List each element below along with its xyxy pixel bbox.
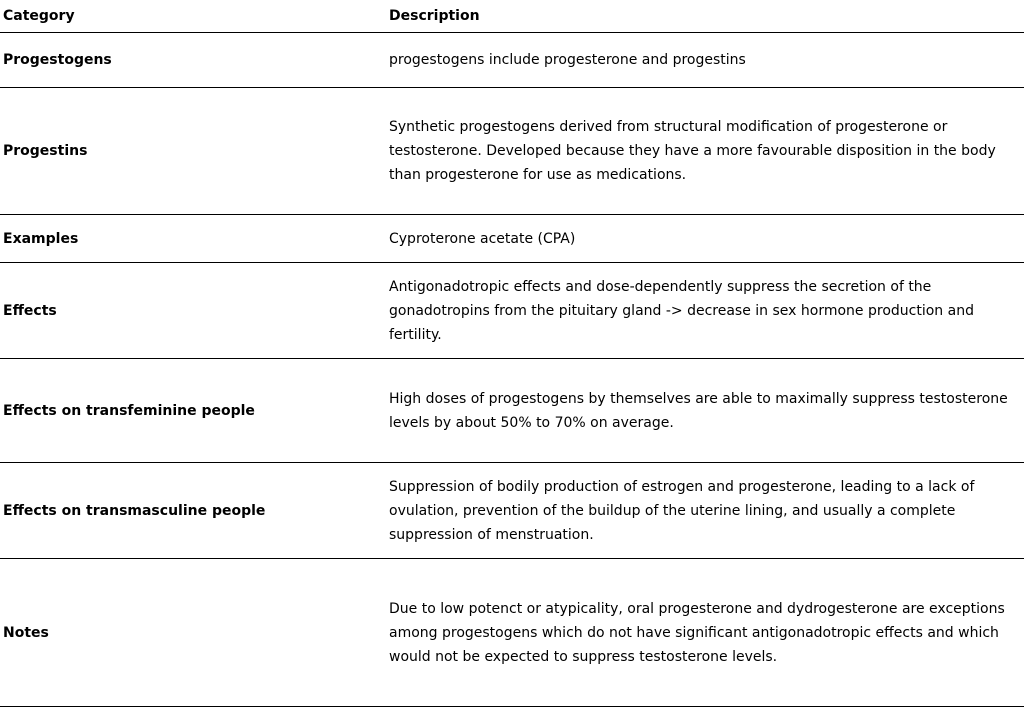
- row-category: Effects on transfeminine people: [3, 402, 255, 419]
- row-category: Examples: [3, 230, 79, 247]
- row-description: progestogens include progesterone and progestins: [389, 52, 746, 68]
- row-category: Notes: [3, 624, 49, 641]
- row-description: Due to low potenct or atypicality, oral progesterone and dydrogesterone are exceptions among progestogens which do not have significant antigonadotropic effects and which would not be expected to suppress testosterone levels.: [389, 600, 1005, 665]
- header-category: Category: [3, 8, 75, 24]
- row-description: Antigonadotropic effects and dose-dependently suppress the secretion of the gonadotropins from the pituitary gland -> decrease in sex hormone production and fertility.: [389, 278, 974, 343]
- table-row: [0, 33, 1024, 88]
- row-description: High doses of progestogens by themselves are able to maximally suppress testosterone levels by about 50% to 70% on average.: [389, 390, 1008, 431]
- row-description: Synthetic progestogens derived from structural modification of progesterone or testosterone. Developed because they have a more favourable disposition in the body than progesterone for use as medications.: [389, 119, 996, 183]
- table-row: [0, 263, 1024, 359]
- header-description: Description: [389, 8, 480, 24]
- row-description: Suppression of bodily production of estrogen and progesterone, leading to a lack of ovulation, prevention of the buildup of the uterine lining, and usually a complete suppression of menstruation.: [389, 478, 975, 543]
- table-row: [0, 359, 1024, 463]
- table-header-row: [0, 0, 1024, 33]
- table-row: [0, 88, 1024, 215]
- row-category: Progestogens: [3, 52, 112, 68]
- table-row: [0, 463, 1024, 559]
- row-description: Cyproterone acetate (CPA): [389, 230, 576, 247]
- row-category: Progestins: [3, 143, 88, 159]
- table-row: [0, 215, 1024, 263]
- row-category: Effects on transmasculine people: [3, 502, 266, 519]
- row-category: Effects: [3, 302, 57, 319]
- table-row: [0, 559, 1024, 707]
